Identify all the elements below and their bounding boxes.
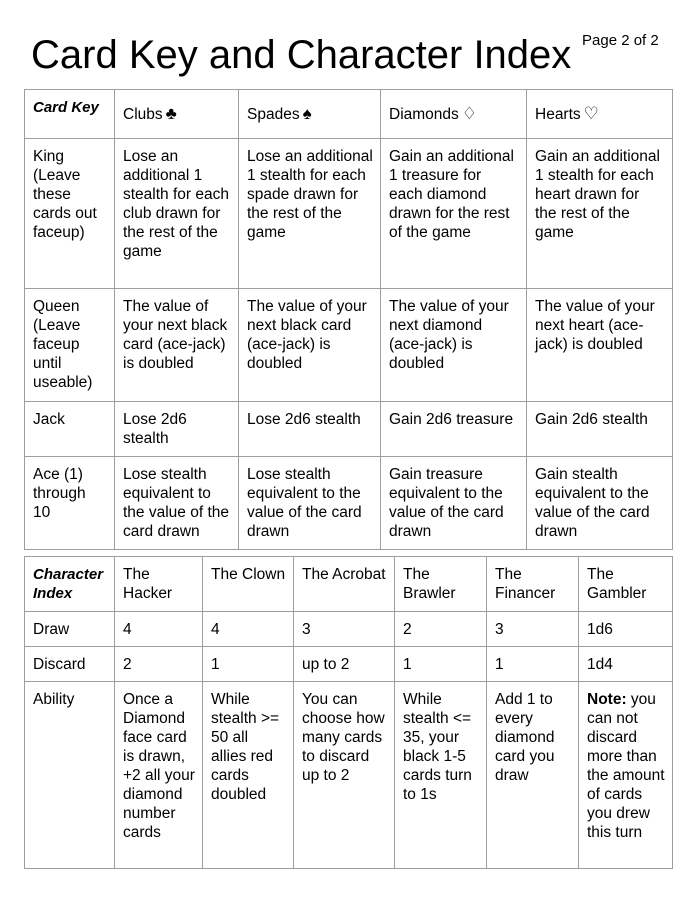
character-name: The Acrobat xyxy=(294,557,395,612)
table-cell: Lose 2d6 stealth xyxy=(115,402,239,457)
suit-header-diamonds: Diamonds ♢ xyxy=(381,90,527,139)
table-cell: Lose 2d6 stealth xyxy=(239,402,381,457)
row-label: Ability xyxy=(25,682,115,869)
suit-header-clubs: Clubs ♣ xyxy=(115,90,239,139)
diamonds-icon: ♢ xyxy=(461,104,478,123)
table-cell: Gain an additional 1 treasure for each diamond drawn for the rest of the game xyxy=(381,139,527,289)
row-label: Discard xyxy=(25,647,115,682)
table-cell: Gain 2d6 stealth xyxy=(527,402,673,457)
table-cell: 4 xyxy=(115,612,203,647)
table-cell: Gain stealth equivalent to the value of the card drawn xyxy=(527,457,673,550)
table-cell: While stealth >= 50 all allies red cards doubled xyxy=(203,682,294,869)
character-header-row xyxy=(25,557,673,612)
character-name: The Clown xyxy=(203,557,294,612)
table-cell: While stealth <= 35, your black 1-5 cards turn to 1s xyxy=(395,682,487,869)
card-row-ace-through-ten xyxy=(25,457,673,550)
row-label: King (Leave these cards out faceup) xyxy=(25,139,115,289)
table-cell: Lose stealth equivalent to the value of the card drawn xyxy=(115,457,239,550)
note-label: Note: xyxy=(587,691,627,708)
table-cell: The value of your next heart (ace-jack) is doubled xyxy=(527,289,673,402)
table-cell: Gain 2d6 treasure xyxy=(381,402,527,457)
card-row-queen xyxy=(25,289,673,402)
table-cell: 1 xyxy=(203,647,294,682)
table-cell: 4 xyxy=(203,612,294,647)
character-row-draw xyxy=(25,612,673,647)
character-name: The Hacker xyxy=(115,557,203,612)
card-key-table xyxy=(24,89,673,550)
character-name: The Financer xyxy=(487,557,579,612)
table-cell: Gain treasure equivalent to the value of the card drawn xyxy=(381,457,527,550)
character-row-ability xyxy=(25,682,673,869)
table-cell: 1d6 xyxy=(579,612,673,647)
clubs-icon: ♣ xyxy=(165,104,177,123)
table-cell: Gain an additional 1 stealth for each heart drawn for the rest of the game xyxy=(527,139,673,289)
table-cell: The value of your next black card (ace-jack) is doubled xyxy=(115,289,239,402)
table-cell: Once a Diamond face card is drawn, +2 all your diamond number cards xyxy=(115,682,203,869)
card-row-jack xyxy=(25,402,673,457)
table-cell: The value of your next diamond (ace-jack) is doubled xyxy=(381,289,527,402)
card-key-corner: Card Key xyxy=(25,90,115,139)
row-label: Ace (1) through 10 xyxy=(25,457,115,550)
table-cell: 1d4 xyxy=(579,647,673,682)
character-name: The Gambler xyxy=(579,557,673,612)
table-cell: Lose an additional 1 stealth for each spade drawn for the rest of the game xyxy=(239,139,381,289)
row-label: Queen (Leave faceup until useable) xyxy=(25,289,115,402)
note-text: you can not discard more than the amount of cards you drew this turn xyxy=(587,691,665,841)
table-cell: 1 xyxy=(487,647,579,682)
table-cell: You can choose how many cards to discard up to 2 xyxy=(294,682,395,869)
table-cell: 3 xyxy=(294,612,395,647)
table-cell: up to 2 xyxy=(294,647,395,682)
spades-icon: ♠ xyxy=(302,104,312,123)
hearts-icon: ♡ xyxy=(583,104,599,123)
card-key-header-row xyxy=(25,90,673,139)
table-cell: 3 xyxy=(487,612,579,647)
table-cell: 2 xyxy=(395,612,487,647)
character-index-table xyxy=(24,556,673,869)
table-cell: The value of your next black card (ace-jack) is doubled xyxy=(239,289,381,402)
card-row-king xyxy=(25,139,673,289)
page-number: Page 2 of 2 xyxy=(582,32,659,49)
table-cell: Add 1 to every diamond card you draw xyxy=(487,682,579,869)
character-row-discard xyxy=(25,647,673,682)
table-cell: Lose stealth equivalent to the value of the card drawn xyxy=(239,457,381,550)
row-label: Jack xyxy=(25,402,115,457)
table-cell: Lose an additional 1 stealth for each club drawn for the rest of the game xyxy=(115,139,239,289)
gambler-ability-cell xyxy=(579,682,673,869)
character-name: The Brawler xyxy=(395,557,487,612)
page-title: Card Key and Character Index xyxy=(31,33,572,77)
suit-header-hearts: Hearts ♡ xyxy=(527,90,673,139)
table-cell: 1 xyxy=(395,647,487,682)
row-label: Draw xyxy=(25,612,115,647)
table-cell: 2 xyxy=(115,647,203,682)
character-index-corner: Character Index xyxy=(25,557,115,612)
suit-header-spades: Spades ♠ xyxy=(239,90,381,139)
